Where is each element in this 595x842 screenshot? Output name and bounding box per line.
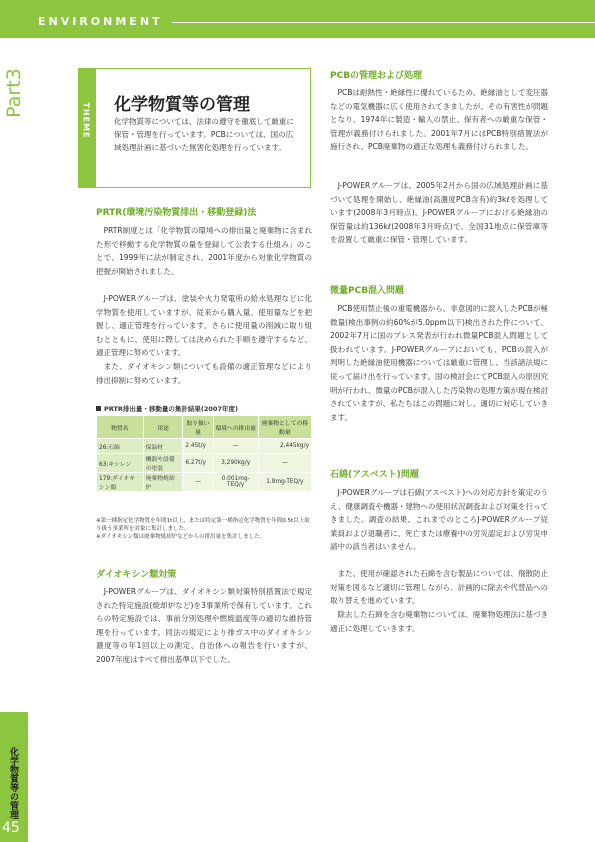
table-header: 用途 — [143, 416, 183, 439]
table-cell: 2,445kg/y — [258, 439, 311, 454]
table-header-row — [97, 416, 312, 439]
table-cell: — — [258, 454, 311, 473]
theme-tab — [78, 68, 96, 187]
bullet-square-icon — [96, 406, 101, 411]
table-note: ※ダイオキシン類は廃棄物焼却炉などからの排出量を集計しました。 — [96, 534, 266, 540]
table-cell: 機器や設備の塗装 — [143, 454, 183, 473]
part-label — [3, 48, 25, 138]
section-title: ENVIRONMENT — [38, 15, 163, 28]
dioxin-paragraph: J-POWERグループは、ダイオキシン類対策特別措置法で規定された特定施設(焼却炉など)を3事業所で保有しています。これらの特定施設では、事前分別処理や燃焼温度等の適切な維持管理を行っています。同法の規定により排ガス中のダイオキシン濃度等の年1回以上の測定、自治体への報告を行いますが、2007年度はすべて排出基準以下でした。 — [96, 587, 312, 664]
pcb-paragraph-1: PCBは耐熱性・絶縁性に優れているため、絶縁油として変圧器などの電気機器に広く使用されてきましたが、その有害性が問題となり、1974年に製造・輸入の禁止、保有者への厳重な保管・管理が義務付けられました。2001年7月にはPCB特別措置法が施行され、PCB廃棄物の適正な処理も義務付けられました。 — [330, 88, 548, 152]
micro-pcb-paragraph: PCB使用禁止後の重電機器から、非意図的に混入したPCBが極微量(検出事例の約60%が5.0ppm以下)検出された件について、2002年7月に国のプレス発表が行われ微量PCB混入問題として扱われています。J-POWERグループにおいても、PCBの混入が判明した絶縁油使用機器については厳重に管理し、当該諸法規に従って届け出を行っています。国の検討会にてPCB混入の原因究明が行われ、微量のPCBが混入した汚染物の処理方策が現在検討されていますが、私たちはこの問題に対し、適切に対応していきます。 — [330, 304, 548, 422]
table-cell: 2.45t/y — [183, 439, 213, 454]
table-row — [97, 473, 312, 492]
prtr-heading: PRTR(環境汚染物質排出・移動登録)法 — [96, 208, 257, 218]
page-number: 45 — [2, 820, 20, 836]
table-header: 廃棄物としての移動量 — [258, 416, 311, 439]
table-caption-text: PRTR排出量・移動量の集計結果(2007年度) — [104, 405, 238, 413]
table-cell: 63:キシレン — [97, 454, 144, 473]
table-cell: — — [213, 439, 258, 454]
theme-summary: 化学物質等については、法律の遵守を徹底して厳重に保管・管理を行っています。PCBについては、国の広域処理計画に基づいた無害化処理を行っています。 — [114, 117, 294, 152]
table-row — [97, 439, 312, 454]
table-caption — [96, 404, 238, 413]
prtr-paragraph-3: また、ダイオキシン類についても設備の適正管理などにより排出抑制に努めています。 — [96, 362, 312, 385]
table-cell: 26:石綿 — [97, 439, 144, 454]
table-header: 物質名 — [97, 416, 144, 439]
table-cell: 0.001mg-TEQ/y — [213, 473, 258, 492]
table-cell: 6.27t/y — [183, 454, 213, 473]
asbestos-paragraph-1: J-POWERグループは石綿(アスベスト)への対応方針を策定のうえ、健康調査や機器・建物への使用状況調査および対策を行ってきました。調査の結果、これまでのところJ-POWERグループ従業員および退職者に、死亡または療養中の労災認定および労災申請中の該当者はいません。 — [330, 488, 548, 552]
table-cell: 179:ダイオキシン類 — [97, 473, 144, 492]
part-text: Part3 — [3, 68, 25, 118]
page-title: 化学物質等の管理 — [114, 95, 250, 115]
vertical-title: 化学物質等の管理 — [8, 747, 18, 819]
prtr-paragraph-2: J-POWERグループは、塗装や火力発電所の給水処理などに化学物質を使用していますが、従来から購入量、使用量などを把握し、適正管理を行っています。さらに使用量の削減に取り組むとともに、使用に際しては決められた手順を遵守するなど、適正管理に努めています。 — [96, 294, 312, 358]
table-cell: 1.8mg-TEQ/y — [258, 473, 311, 492]
table-notes — [96, 517, 312, 541]
dioxin-heading: ダイオキシン類対策 — [96, 570, 177, 580]
table-cell: 廃棄物焼却炉 — [143, 473, 183, 492]
asbestos-paragraph-2: また、使用が確認された石綿を含む製品については、飛散防止対策を図るなど適切に管理しながら、計画的に除去や代替品への取り替えを進めています。 — [330, 569, 548, 606]
prtr-paragraph-1: PRTR制度とは「化学物質の環境への排出量と廃棄物に含まれた形で移動する化学物質の量を登録して公表する仕組み」のことで、1999年に法が制定され、2001年度から対象化学物質の把握が開始されました。 — [96, 226, 312, 276]
table-header: 環境への排出量 — [213, 416, 258, 439]
table-cell: — — [183, 473, 213, 492]
prtr-table — [96, 415, 312, 492]
pcb-heading: PCBの管理および処理 — [330, 71, 423, 81]
table-header: 取り扱い量 — [183, 416, 213, 439]
table-note: ※第一種指定化学物質を年間1t以上、または特定第一種指定化学物質を年間0.5t以上取り扱う事業所を対象に集計しました。 — [96, 518, 310, 532]
asbestos-paragraph-3: 除去した石綿を含む廃棄物については、廃棄物処理法に基づき適正に処理していきます。 — [330, 610, 548, 633]
theme-tab-label: THEME — [81, 102, 91, 139]
table-cell: 保温材 — [143, 439, 183, 454]
side-footer — [0, 712, 28, 842]
header-bar — [0, 0, 595, 38]
header-divider — [172, 22, 595, 23]
micro-pcb-heading: 微量PCB混入問題 — [330, 286, 405, 296]
pcb-paragraph-2: J-POWERグループは、2005年2月から国の広域処理計画に基づいて処理を開始し、絶縁油(高濃度PCB含有)約3kℓを処理しています(2008年3月時点)。J-POWERグループにおける絶縁油の保管量は約136kℓ(2008年3月時点)で、全国31地点に保管庫等を設置して厳重に保管・管理しています。 — [330, 181, 548, 245]
table-row — [97, 454, 312, 473]
table-cell: 3,290kg/y — [213, 454, 258, 473]
asbestos-heading: 石綿(アスベスト)問題 — [330, 470, 419, 480]
